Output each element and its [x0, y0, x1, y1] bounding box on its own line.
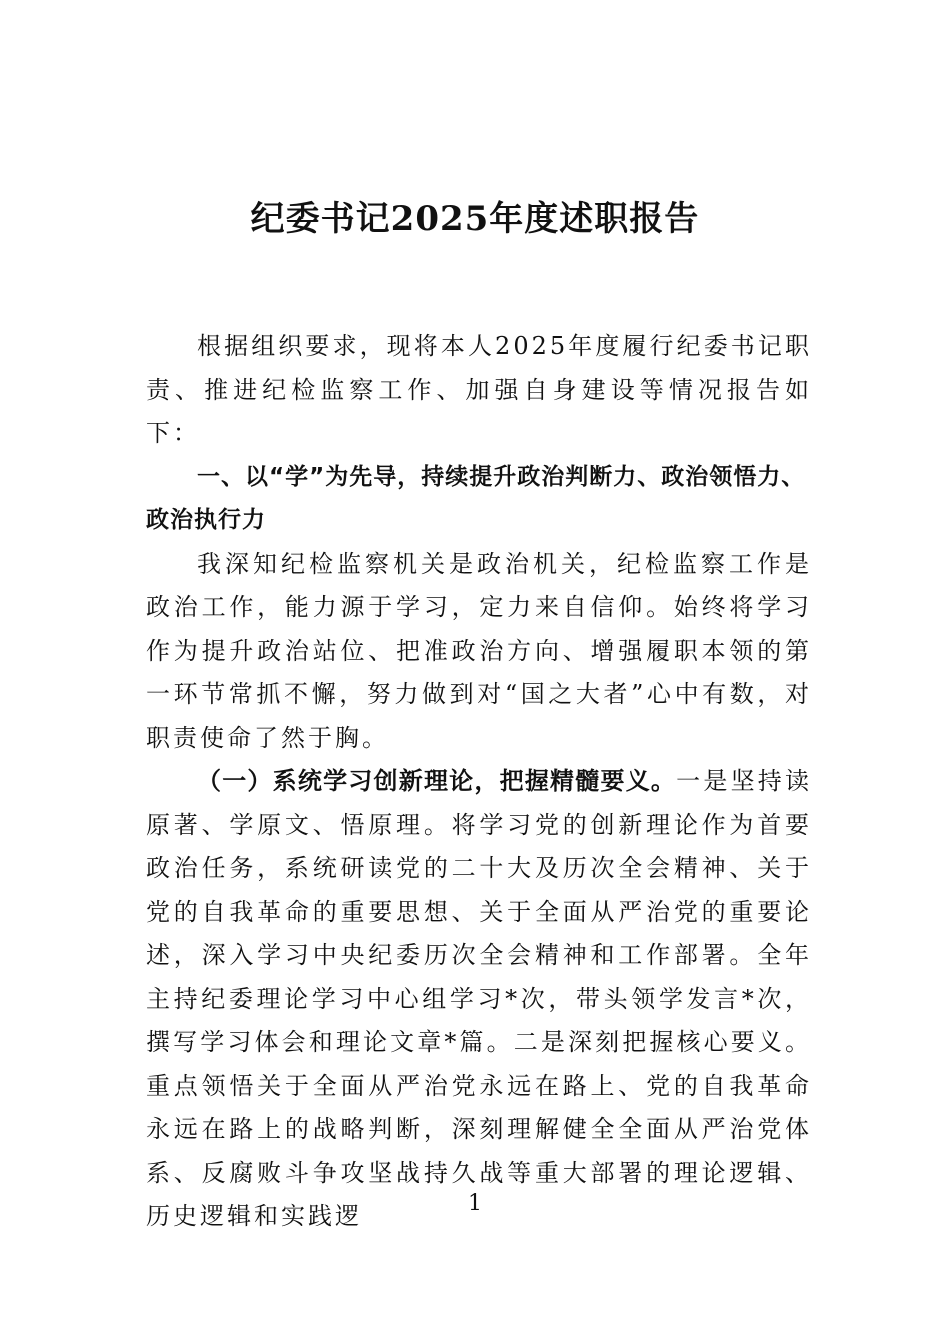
document-title: 纪委书记2025年度述职报告 [250, 199, 700, 239]
subsection-1-heading: （一）系统学习创新理论，把握精髓要义。 [197, 767, 677, 795]
section-1-heading: 一、以“学”为先导，持续提升政治判断力、政治领悟力、政治执行力 [146, 463, 806, 533]
subsection-1-body: 一是坚持读原著、学原文、悟原理。将学习党的创新理论作为首要政治任务，系统研读党的二十大及历次全会精神、关于党的自我革命的重要思想、关于全面从严治党的重要论述，深入学习中央纪委历次全会精神和工作部署。全年主持纪委理论学习中心组学习*次，带头领学发言*次，撰写学习体会和理论文章*篇。二是深刻把握核心要义。重点领悟关于全面从严治党永远在路上、党的自我革命永远在路上的战略判断，深刻理解健全全面从严治党体系、反腐败斗争攻坚战持久战等重大部署的理论逻辑、历史逻辑和实践逻 [146, 767, 813, 1230]
subsection-1-paragraph [146, 760, 812, 1239]
section-1-paragraph: 我深知纪检监察机关是政治机关，纪检监察工作是政治工作，能力源于学习，定力来自信仰。始终将学习作为提升政治站位、把准政治方向、增强履职本领的第一环节常抓不懈，努力做到对“国之大者”心中有数，对职责使命了然于胸。 [146, 549, 812, 752]
page-number: 1 [468, 1191, 482, 1216]
document-body [146, 325, 812, 1239]
intro-paragraph: 根据组织要求，现将本人2025年度履行纪委书记职责、推进纪检监察工作、加强自身建设等情况报告如下： [146, 332, 812, 447]
